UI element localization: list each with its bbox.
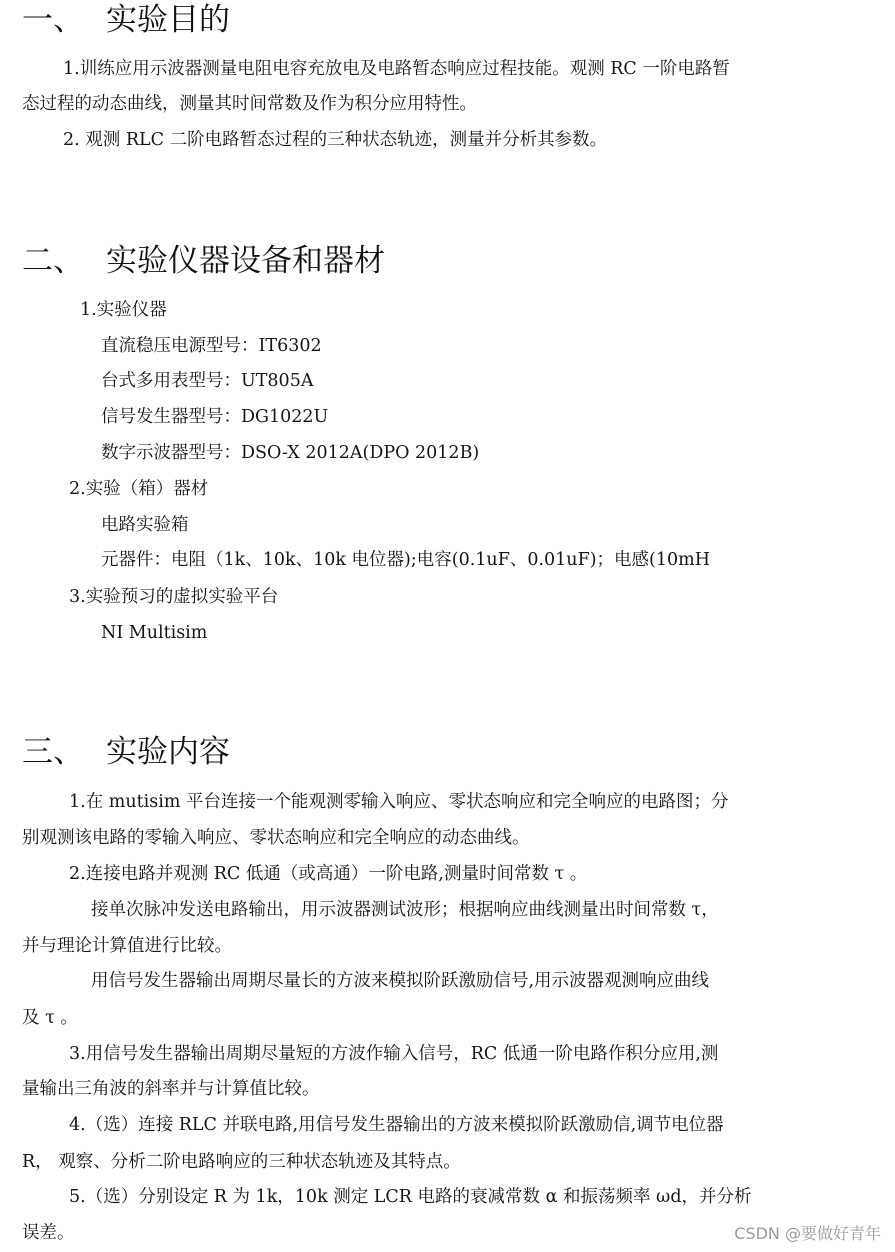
section-title: 实验仪器设备和器材 <box>106 243 385 279</box>
paragraph-line: 3.用信号发生器输出周期尽量短的方波作输入信号，RC 低通一阶电路作积分应用,测 <box>69 1044 719 1064</box>
section-number: 二、 <box>22 243 84 279</box>
list-item: 数字示波器型号：DSO-X 2012A(DPO 2012B) <box>101 443 480 463</box>
section-number: 三、 <box>22 734 84 770</box>
paragraph-line: 4.（选）连接 RLC 并联电路,用信号发生器输出的方波来模拟阶跃激励信,调节电位器 <box>69 1115 724 1135</box>
paragraph-line: 5.（选）分别设定 R 为 1k，10k 测定 LCR 电路的衰减常数 α 和振荡频率 ωd，并分析 <box>69 1187 752 1207</box>
list-item: 1.实验仪器 <box>80 300 167 320</box>
section-heading-2 <box>22 243 385 279</box>
paragraph-line: 误差。 <box>22 1223 75 1243</box>
paragraph-line: R， 观察、分析二阶电路响应的三种状态轨迹及其特点。 <box>22 1152 461 1172</box>
list-item: 2.实验（箱）器材 <box>69 479 209 499</box>
list-item: 台式多用表型号：UT805A <box>101 371 314 391</box>
paragraph-line: 量输出三角波的斜率并与计算值比较。 <box>22 1079 320 1099</box>
paragraph-line: 2. 观测 RLC 二阶电路暂态过程的三种状态轨迹，测量并分析其参数。 <box>63 130 608 150</box>
paragraph-line: 2.连接电路并观测 RC 低通（或高通）一阶电路,测量时间常数 τ 。 <box>69 864 588 884</box>
section-title: 实验内容 <box>106 734 230 770</box>
section-heading-3 <box>22 734 230 770</box>
paragraph-line: 别观测该电路的零输入响应、零状态响应和完全响应的动态曲线。 <box>22 828 530 848</box>
paragraph-line: 并与理论计算值进行比较。 <box>22 936 232 956</box>
section-heading-1 <box>22 2 230 38</box>
list-item: 元器件：电阻（1k、10k、10k 电位器);电容(0.1uF、0.01uF)；电感(10mH <box>101 550 710 570</box>
list-item: 直流稳压电源型号：IT6302 <box>101 336 322 356</box>
list-item: 电路实验箱 <box>101 515 189 535</box>
paragraph-line: 1.训练应用示波器测量电阻电容充放电及电路暂态响应过程技能。观测 RC 一阶电路暂 <box>63 59 730 79</box>
section-number: 一、 <box>22 2 84 38</box>
paragraph-line: 接单次脉冲发送电路输出，用示波器测试波形；根据响应曲线测量出时间常数 τ， <box>91 900 719 920</box>
paragraph-line: 用信号发生器输出周期尽量长的方波来模拟阶跃激励信号,用示波器观测响应曲线 <box>91 971 710 991</box>
paragraph-line: 态过程的动态曲线，测量其时间常数及作为积分应用特性。 <box>22 94 477 114</box>
list-item: 信号发生器型号：DG1022U <box>101 407 329 427</box>
csdn-watermark: CSDN @要做好青年 <box>734 1224 881 1243</box>
section-title: 实验目的 <box>106 2 230 38</box>
paragraph-line: 及 τ 。 <box>22 1008 78 1028</box>
paragraph-line: 1.在 mutisim 平台连接一个能观测零输入响应、零状态响应和完全响应的电路图；分 <box>69 792 729 812</box>
list-item: NI Multisim <box>101 623 208 643</box>
list-item: 3.实验预习的虚拟实验平台 <box>69 587 279 607</box>
